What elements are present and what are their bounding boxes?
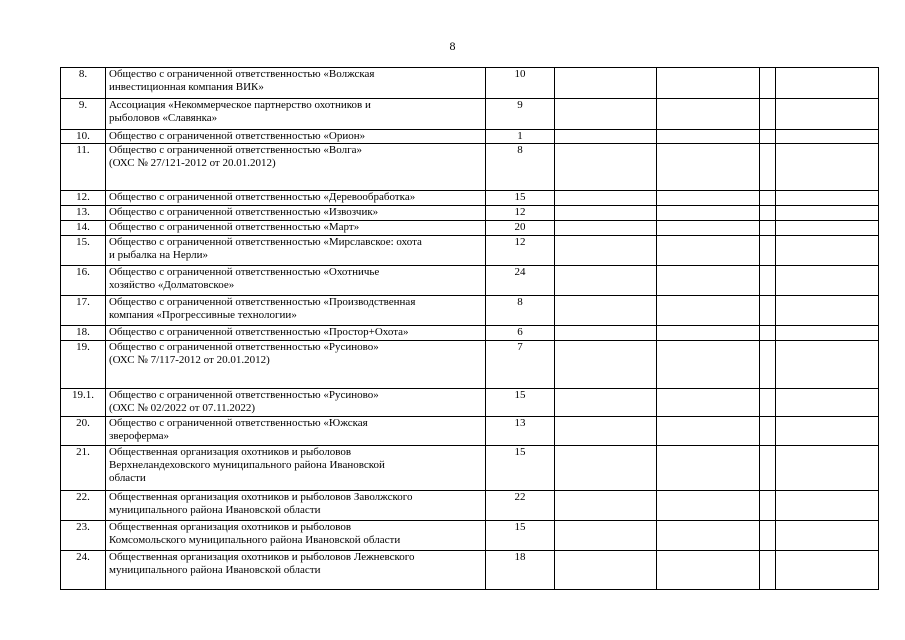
table-row [61, 491, 879, 521]
organization-name-cell [106, 68, 486, 99]
organization-name-line: Общество с ограниченной ответственностью «Деревообработка» [109, 191, 416, 203]
row-number-cell: 22. [61, 491, 106, 521]
table-row [61, 521, 879, 551]
empty-cell [555, 144, 657, 191]
empty-cell [776, 326, 879, 341]
value-cell: 15 [486, 521, 555, 551]
organization-name-line: Общество с ограниченной ответственностью «Извозчик» [109, 206, 379, 218]
empty-cell [657, 446, 760, 491]
table-row [61, 221, 879, 236]
organization-name-line: Общество с ограниченной ответственностью «Мирславское: охота [109, 236, 422, 248]
organization-name-line: Общество с ограниченной ответственностью «Волжская [109, 68, 375, 80]
table-row [61, 389, 879, 417]
row-number-cell: 17. [61, 296, 106, 326]
empty-cell [760, 130, 776, 144]
empty-cell [760, 491, 776, 521]
row-number-cell: 9. [61, 99, 106, 130]
empty-cell [657, 144, 760, 191]
organization-name-cell [106, 266, 486, 296]
empty-cell [760, 341, 776, 389]
row-number-cell: 23. [61, 521, 106, 551]
organization-name-cell [106, 491, 486, 521]
empty-cell [776, 144, 879, 191]
empty-cell [555, 389, 657, 417]
value-cell: 6 [486, 326, 555, 341]
organization-name-line: Верхнеландеховского муниципального района Ивановской [109, 459, 385, 471]
value-cell: 15 [486, 446, 555, 491]
empty-cell [760, 326, 776, 341]
empty-cell [760, 296, 776, 326]
empty-cell [776, 296, 879, 326]
organization-name-cell [106, 389, 486, 417]
empty-cell [760, 191, 776, 206]
organization-name-line: Общество с ограниченной ответственностью «Волга» [109, 144, 362, 156]
organization-name-line: (ОХС № 27/121-2012 от 20.01.2012) [109, 157, 276, 169]
organization-name-cell [106, 341, 486, 389]
empty-cell [555, 521, 657, 551]
empty-cell [657, 296, 760, 326]
empty-cell [657, 389, 760, 417]
empty-cell [555, 551, 657, 590]
table-row [61, 130, 879, 144]
row-number-cell: 24. [61, 551, 106, 590]
empty-cell [555, 236, 657, 266]
empty-cell [776, 68, 879, 99]
empty-cell [657, 130, 760, 144]
row-number-cell: 8. [61, 68, 106, 99]
empty-cell [555, 266, 657, 296]
organization-name-cell [106, 296, 486, 326]
table-row [61, 446, 879, 491]
value-cell: 12 [486, 206, 555, 221]
table-row [61, 191, 879, 206]
row-number-cell: 19.1. [61, 389, 106, 417]
organizations-table [60, 67, 879, 590]
empty-cell [555, 130, 657, 144]
value-cell: 13 [486, 417, 555, 446]
row-number-cell: 14. [61, 221, 106, 236]
organization-name-cell [106, 221, 486, 236]
organization-name-cell [106, 191, 486, 206]
empty-cell [760, 266, 776, 296]
empty-cell [776, 221, 879, 236]
empty-cell [555, 206, 657, 221]
organization-name-line: рыболовов «Славянка» [109, 112, 218, 124]
value-cell: 1 [486, 130, 555, 144]
table-row [61, 296, 879, 326]
empty-cell [760, 206, 776, 221]
empty-cell [776, 236, 879, 266]
organization-name-cell [106, 236, 486, 266]
organization-name-line: Общественная организация охотников и рыболовов Лежневского [109, 551, 415, 563]
empty-cell [555, 99, 657, 130]
row-number-cell: 10. [61, 130, 106, 144]
organization-name-line: Общество с ограниченной ответственностью «Русиново» [109, 341, 379, 353]
organization-name-line: Общество с ограниченной ответственностью «Простор+Охота» [109, 326, 409, 338]
row-number-cell: 13. [61, 206, 106, 221]
organization-name-line: хозяйство «Долматовское» [109, 279, 235, 291]
empty-cell [555, 491, 657, 521]
organization-name-line: Ассоциация «Некоммерческое партнерство охотников и [109, 99, 371, 111]
table-row [61, 417, 879, 446]
organization-name-line: Общество с ограниченной ответственностью «Орион» [109, 130, 366, 142]
organization-name-line: Общественная организация охотников и рыболовов [109, 521, 352, 533]
empty-cell [760, 221, 776, 236]
organization-name-line: Общество с ограниченной ответственностью «Русиново» [109, 389, 379, 401]
empty-cell [555, 417, 657, 446]
value-cell: 22 [486, 491, 555, 521]
row-number-cell: 11. [61, 144, 106, 191]
empty-cell [776, 417, 879, 446]
empty-cell [776, 266, 879, 296]
empty-cell [657, 326, 760, 341]
empty-cell [657, 68, 760, 99]
table-row [61, 144, 879, 191]
row-number-cell: 20. [61, 417, 106, 446]
empty-cell [657, 266, 760, 296]
row-number-cell: 16. [61, 266, 106, 296]
organization-name-cell [106, 326, 486, 341]
empty-cell [657, 341, 760, 389]
empty-cell [776, 99, 879, 130]
table-row [61, 551, 879, 590]
organization-name-line: муниципального района Ивановской области [109, 504, 321, 516]
empty-cell [760, 521, 776, 551]
empty-cell [555, 221, 657, 236]
row-number-cell: 18. [61, 326, 106, 341]
page-number: 8 [449, 39, 456, 53]
empty-cell [776, 389, 879, 417]
empty-cell [760, 389, 776, 417]
empty-cell [657, 206, 760, 221]
empty-cell [555, 296, 657, 326]
organization-name-cell [106, 206, 486, 221]
empty-cell [760, 236, 776, 266]
value-cell: 7 [486, 341, 555, 389]
organization-name-line: области [109, 472, 146, 484]
value-cell: 15 [486, 191, 555, 206]
organization-name-line: Общество с ограниченной ответственностью «Производственная [109, 296, 416, 308]
row-number-cell: 12. [61, 191, 106, 206]
value-cell: 24 [486, 266, 555, 296]
organization-name-line: Общественная организация охотников и рыболовов Заволжского [109, 491, 413, 503]
organization-name-line: муниципального района Ивановской области [109, 564, 321, 576]
row-number-cell: 21. [61, 446, 106, 491]
empty-cell [760, 144, 776, 191]
empty-cell [776, 206, 879, 221]
table-row [61, 68, 879, 99]
empty-cell [657, 551, 760, 590]
table-row [61, 341, 879, 389]
table-row [61, 99, 879, 130]
empty-cell [760, 99, 776, 130]
table-body [61, 68, 879, 590]
organization-name-cell [106, 551, 486, 590]
empty-cell [760, 417, 776, 446]
empty-cell [760, 551, 776, 590]
table-row [61, 206, 879, 221]
organization-name-line: Общество с ограниченной ответственностью «Март» [109, 221, 360, 233]
organization-name-line: Общественная организация охотников и рыболовов [109, 446, 352, 458]
organization-name-line: (ОХС № 7/117-2012 от 20.01.2012) [109, 354, 270, 366]
empty-cell [776, 130, 879, 144]
organization-name-cell [106, 446, 486, 491]
row-number-cell: 19. [61, 341, 106, 389]
empty-cell [657, 191, 760, 206]
organization-name-line: Общество с ограниченной ответственностью «Охотничье [109, 266, 380, 278]
organization-name-cell [106, 521, 486, 551]
row-number-cell: 15. [61, 236, 106, 266]
empty-cell [776, 446, 879, 491]
organization-name-cell [106, 417, 486, 446]
empty-cell [555, 326, 657, 341]
empty-cell [776, 551, 879, 590]
empty-cell [776, 191, 879, 206]
empty-cell [657, 521, 760, 551]
organization-name-line: звероферма» [109, 430, 169, 442]
value-cell: 9 [486, 99, 555, 130]
table-row [61, 326, 879, 341]
organization-name-line: и рыбалка на Нерли» [109, 249, 208, 261]
empty-cell [555, 191, 657, 206]
organization-name-cell [106, 130, 486, 144]
empty-cell [760, 446, 776, 491]
organization-name-line: инвестиционная компания ВИК» [109, 81, 264, 93]
empty-cell [657, 99, 760, 130]
organization-name-line: Общество с ограниченной ответственностью «Южская [109, 417, 368, 429]
value-cell: 12 [486, 236, 555, 266]
organization-name-line: Комсомольского муниципального района Ивановской области [109, 534, 401, 546]
empty-cell [555, 446, 657, 491]
value-cell: 8 [486, 296, 555, 326]
empty-cell [555, 68, 657, 99]
value-cell: 8 [486, 144, 555, 191]
empty-cell [760, 68, 776, 99]
empty-cell [657, 221, 760, 236]
organization-name-line: (ОХС № 02/2022 от 07.11.2022) [109, 402, 256, 414]
value-cell: 15 [486, 389, 555, 417]
table-row [61, 266, 879, 296]
value-cell: 20 [486, 221, 555, 236]
value-cell: 10 [486, 68, 555, 99]
empty-cell [657, 417, 760, 446]
empty-cell [555, 341, 657, 389]
organization-name-line: компания «Прогрессивные технологии» [109, 309, 297, 321]
empty-cell [776, 341, 879, 389]
empty-cell [776, 491, 879, 521]
empty-cell [657, 491, 760, 521]
table-row [61, 236, 879, 266]
organization-name-cell [106, 99, 486, 130]
value-cell: 18 [486, 551, 555, 590]
empty-cell [776, 521, 879, 551]
empty-cell [657, 236, 760, 266]
organization-name-cell [106, 144, 486, 191]
